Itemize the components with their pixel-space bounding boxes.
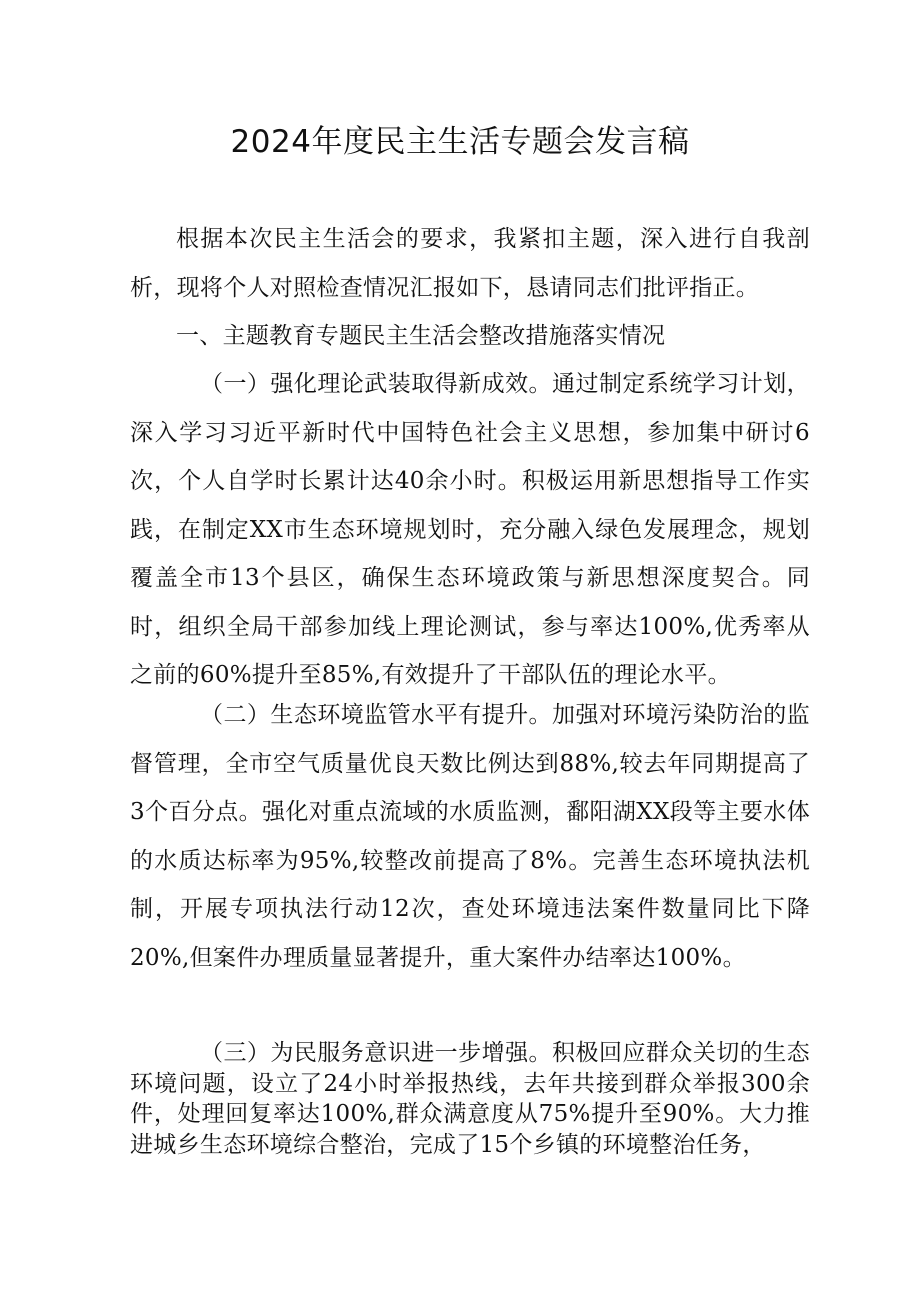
- paragraph-section-1-item-2: （二）生态环境监管水平有提升。加强对环境污染防治的监督管理，全市空气质量优良天数比例达到88%,较去年同期提高了3个百分点。强化对重点流域的水质监测，鄱阳湖XX段等主要水体的水质达标率为95%,较整改前提高了8%。完善生态环境执法机制，开展专项执法行动12次，查处环境违法案件数量同比下降20%,但案件办理质量显著提升，重大案件办结率达100%。: [130, 702, 810, 971]
- paragraph-section-1-item-1: （一）强化理论武装取得新成效。通过制定系统学习计划，深入学习习近平新时代中国特色社会主义思想，参加集中研讨6次，个人自学时长累计达40余小时。积极运用新思想指导工作实践，在制定XX市生态环境规划时，充分融入绿色发展理念，规划覆盖全市13个县区，确保生态环境政策与新思想深度契合。同时，组织全局干部参加线上理论测试，参与率达100%,优秀率从之前的60%提升至85%,有效提升了干部队伍的理论水平。: [130, 371, 810, 688]
- paragraph-intro: 根据本次民主生活会的要求，我紧扣主题，深入进行自我剖析，现将个人对照检查情况汇报如下，恳请同志们批评指正。: [130, 226, 810, 301]
- section-heading-1: 一、主题教育专题民主生活会整改措施落实情况: [176, 323, 666, 349]
- document-title: 2024年度民主生活专题会发言稿: [230, 124, 690, 160]
- paragraph-section-1-item-3: （三）为民服务意识进一步增强。积极回应群众关切的生态环境问题，设立了24小时举报热线，去年共接到群众举报300余件，处理回复率达100%,群众满意度从75%提升至90%。大力推进城乡生态环境综合整治，完成了15个乡镇的环境整治任务，: [130, 1040, 810, 1158]
